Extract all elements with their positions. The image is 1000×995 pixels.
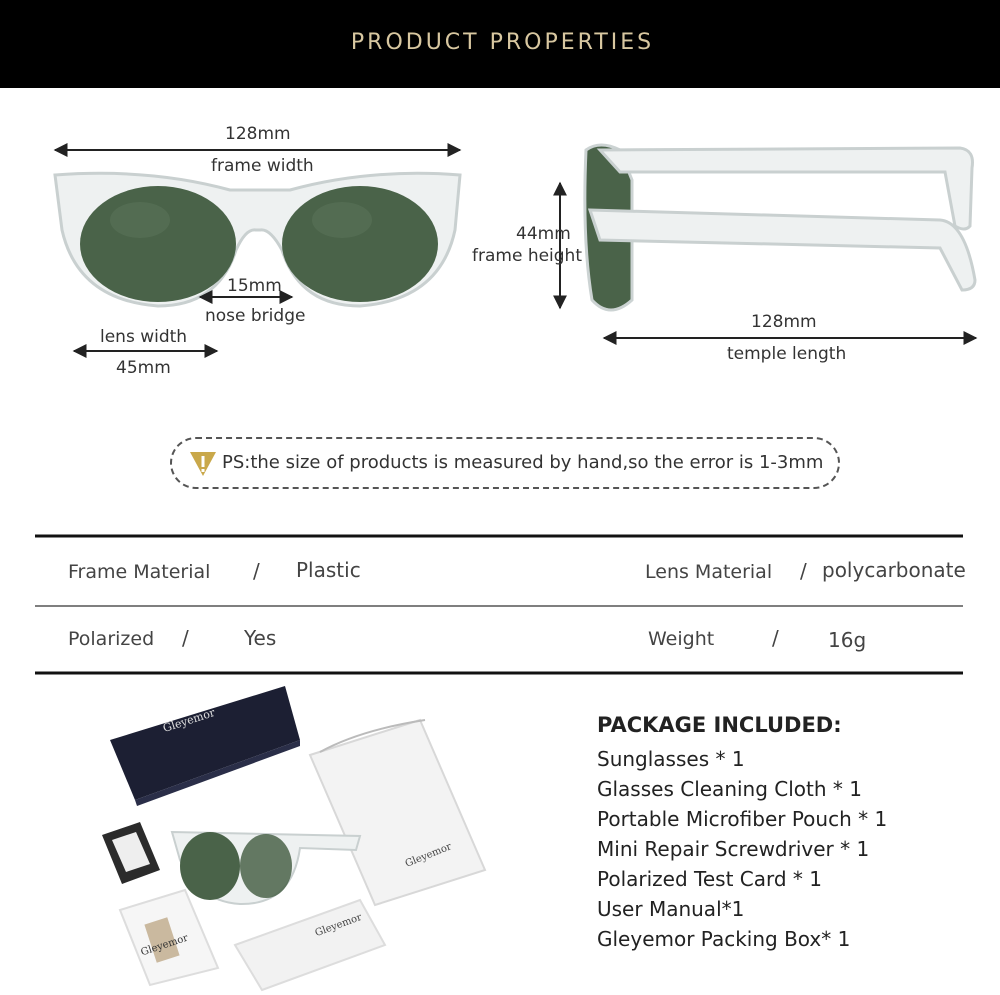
cleaning-cloth-icon [235,900,385,990]
package-item: Portable Microfiber Pouch * 1 [597,807,888,831]
package-item: Mini Repair Screwdriver * 1 [597,837,870,861]
nose-bridge-label: nose bridge [205,306,306,326]
package-item: Sunglasses * 1 [597,747,745,771]
page-title: PRODUCT PROPERTIES [350,30,655,55]
package-glasses-icon [172,832,360,904]
frame-material-label: Frame Material [68,561,211,583]
separator: / [253,559,260,583]
side-view-glasses-icon [585,145,975,310]
package-item: Polarized Test Card * 1 [597,867,822,891]
test-card-icon [102,822,160,884]
separator: / [182,626,189,650]
frame-width-value: 128mm [225,124,291,144]
frame-width-label: frame width [211,156,314,176]
pouch-brand-text: Gleyemor [403,841,454,870]
package-item: Glasses Cleaning Cloth * 1 [597,777,862,801]
pouch-icon [310,720,485,905]
packing-box-icon [110,686,300,806]
frame-material-value: Plastic [296,558,361,582]
manual-brand-text: Gleyemor [139,932,190,959]
measurement-note-text: PS:the size of products is measured by hand,so the error is 1-3mm [222,452,824,473]
polarized-value: Yes [244,626,277,650]
temple-length-label: temple length [727,344,847,364]
lens-material-value: polycarbonate [822,558,966,582]
nose-bridge-value: 15mm [227,276,282,296]
box-brand-text: Gleyemor [161,705,217,736]
lens-width-label: lens width [100,327,188,347]
package-item: Gleyemor Packing Box* 1 [597,927,851,951]
temple-length-value: 128mm [751,312,817,332]
frame-height-value: 44mm [516,224,571,244]
package-title: PACKAGE INCLUDED: [597,713,842,737]
separator: / [800,559,807,583]
warning-icon [188,448,218,478]
frame-height-label: frame height [472,246,583,266]
weight-value: 16g [828,628,867,652]
polarized-label: Polarized [68,628,155,650]
lens-width-value: 45mm [116,358,171,378]
weight-label: Weight [648,628,715,650]
lens-material-label: Lens Material [645,561,773,583]
cloth-brand-text: Gleyemor [313,911,364,940]
package-item: User Manual*1 [597,897,745,921]
separator: / [772,626,779,650]
